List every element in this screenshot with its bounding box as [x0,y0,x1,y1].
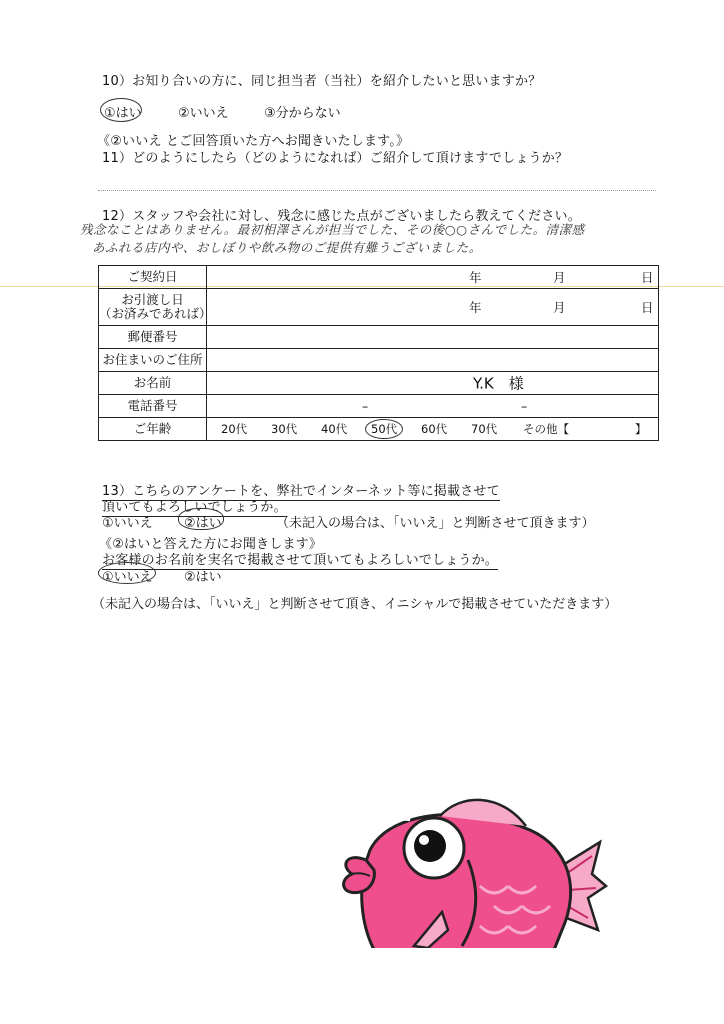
q13-question-line-1: 13）こちらのアンケートを、弊社でインターネット等に掲載させて [102,484,500,499]
contract-date-field[interactable] [207,266,659,289]
age-option-30s[interactable]: 30代 [271,422,298,436]
postal-label: 郵便番号 [99,326,207,349]
q13b-option-yes[interactable]: ②はい [184,570,222,585]
q12-question: 12）スタッフや会社に対し、残念に感じた点がございましたら教えてください。 [102,209,581,224]
q13-question-line-2: 頂いてもよろしいでしょうか。 [102,500,287,515]
contract-date-label: ご契約日 [99,266,207,289]
age-option-70s[interactable]: 70代 [471,422,498,436]
table-row [99,395,659,418]
age-option-50s[interactable]: 50代 [371,422,398,436]
note-no-respondents: 《②いいえ とご回答頂いた方へお聞きいたします。》 [97,134,410,149]
table-row [99,372,659,395]
phone-field[interactable] [207,395,659,418]
answer-circle [365,419,403,439]
delivery-date-field[interactable] [207,289,659,326]
age-label: ご年齢 [99,418,207,441]
q12-answer-line-1: 残念なことはありません。最初相澤さんが担当でした、その後○○さんでした。清潔感 [80,222,585,237]
phone-separator: – [362,398,369,414]
name-field[interactable] [207,372,659,395]
age-option-other[interactable]: その他【 [523,422,569,436]
fish-mascot-illustration [330,790,610,950]
answer-circle [178,508,224,530]
name-label: お名前 [99,372,207,395]
q10-option-no[interactable]: ②いいえ [178,106,229,121]
delivery-date-label-sub: （お済みであれば） [99,306,212,321]
q13-option-yes[interactable]: ②はい [184,516,222,531]
q10-option-unknown[interactable]: ③分からない [264,106,341,121]
year-label: 年 [469,300,482,315]
q10-option-yes[interactable]: ①はい [104,106,142,121]
table-row [99,418,659,441]
answer-circle [100,98,142,122]
table-row [99,326,659,349]
phone-label: 電話番号 [99,395,207,418]
customer-info-table [98,265,659,441]
q13b-heading: 《②はいと答えた方にお聞きします》 [99,537,323,552]
table-row [99,289,659,326]
q13-option-no[interactable]: ①いいえ [102,516,153,531]
age-other-close: 】 [635,422,647,436]
address-label: お住まいのご住所 [99,349,207,372]
delivery-date-label [99,289,212,326]
q13b-option-no[interactable]: ①いいえ [102,570,153,585]
name-value: Y.K 様 [473,374,524,393]
q13b-question: お客様のお名前を実名で掲載させて頂いてもよろしいでしょうか。 [102,553,499,568]
table-row [99,349,659,372]
age-field[interactable] [207,418,659,441]
q11-question: 11）どのようにしたら（どのようになれば）ご紹介して頂けますでしょうか？ [102,151,569,166]
address-field[interactable] [207,349,659,372]
q13-note: （未記入の場合は、「いいえ」と判断させて頂きます） [276,516,595,531]
age-option-40s[interactable]: 40代 [321,422,348,436]
table-row [99,266,659,289]
month-label: 月 [553,270,566,285]
year-label: 年 [469,270,482,285]
age-option-20s[interactable]: 20代 [221,422,248,436]
q10-question: 10）お知り合いの方に、同じ担当者（当社）を紹介したいと思いますか？ [102,74,542,89]
postal-field[interactable] [207,326,659,349]
age-option-60s[interactable]: 60代 [421,422,448,436]
q12-answer-line-2: あふれる店内や、おしぼりや飲み物のご提供有難うございました。 [92,240,482,255]
phone-separator: – [521,398,528,414]
day-label: 日 [641,300,654,315]
delivery-date-label-main: お引渡し日 [121,292,184,307]
q11-answer-line [98,190,656,191]
month-label: 月 [553,300,566,315]
q13b-note: （未記入の場合は、「いいえ」と判断させて頂き、イニシャルで掲載させていただきます） [92,597,618,612]
day-label: 日 [641,270,654,285]
answer-circle [98,562,156,584]
